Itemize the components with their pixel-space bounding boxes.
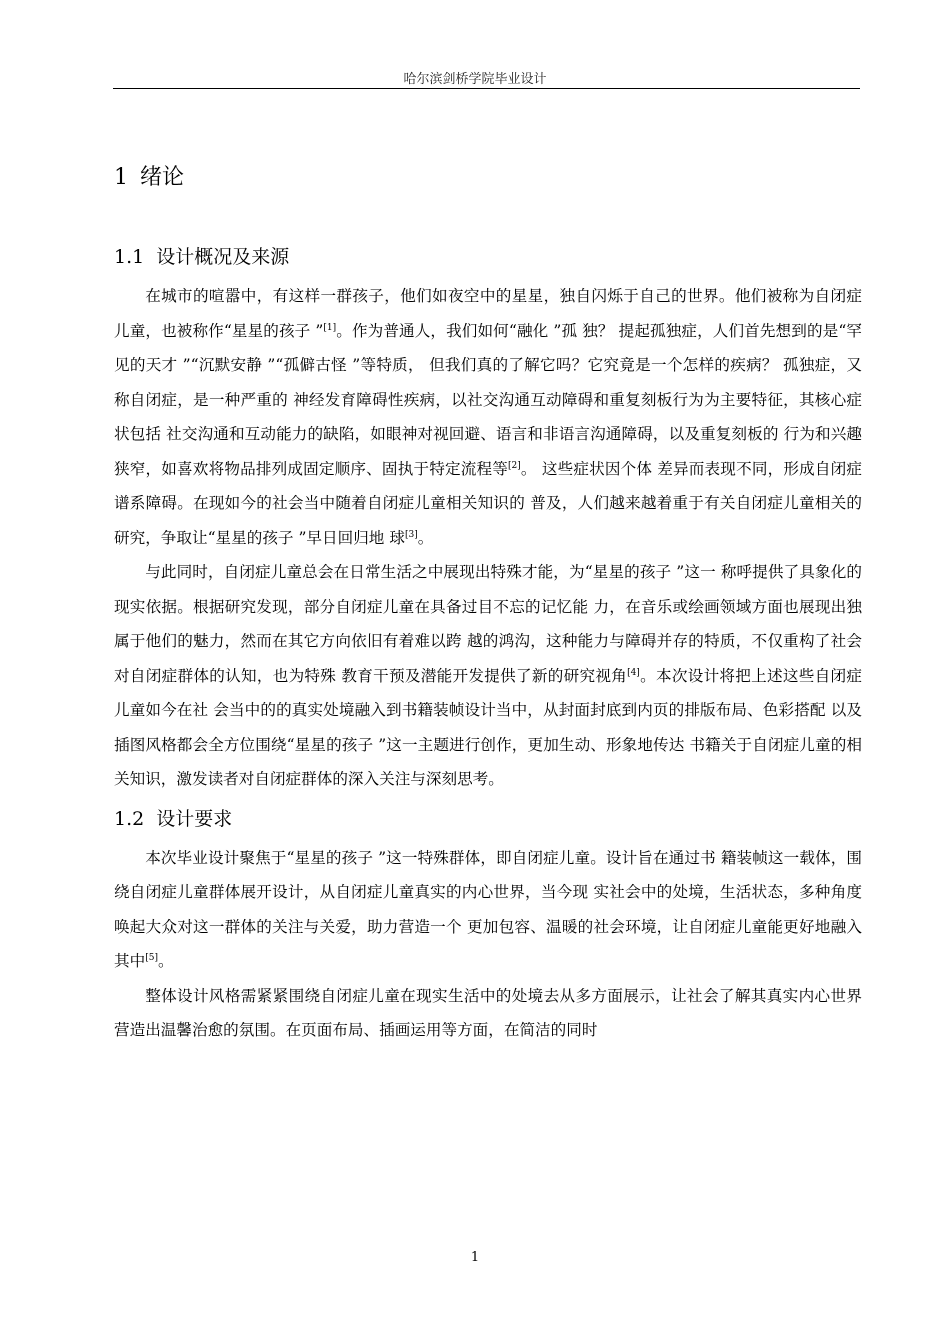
body-paragraph: 整体设计风格需紧紧围绕自闭症儿童在现实生活中的处境去从多方面展示，让社会了解其真实内心世界营造出温馨治愈的氛围。在页面布局、插画运用等方面，在简洁的同时 — [114, 986, 862, 1039]
section-number: 1.1 — [114, 246, 145, 268]
citation-marker: [4] — [627, 667, 640, 678]
section-title: 设计要求 — [156, 807, 233, 830]
running-header: 哈尔滨剑桥学院毕业设计 — [403, 72, 547, 87]
section-number: 1.2 — [114, 807, 145, 830]
section-heading — [114, 235, 862, 279]
body-paragraph: 与此同时，自闭症儿童总会在日常生活之中展现出特殊才能，为“星星的孩子 ”这一 称呼提供了具象化的现实依据。根据研究发现，部分自闭症儿童在具备过目不忘的记忆能 力，在音乐或绘画领域方面也展现出独属于他们的魅力，然而在其它方向依旧有着难以跨 越的鸿沟，这种能力与障碍并存的特质，不仅重构了社会对自闭症群体的认知，也为特殊 教育干预及潜能开发提供了新的研究视角[4]。本次设计将把上述这些自闭症儿童如今在社 会当中的的真实处境融入到书籍装帧设计当中，从封面封底到内页的排版布局、色彩搭配 以及插图风格都会全方位围绕“星星的孩子 ”这一主题进行创作，更加生动、形象地传达 书籍关于自闭症儿童的相关知识，激发读者对自闭症群体的深入关注与深刻思考。 — [114, 563, 862, 788]
body-paragraph: 本次毕业设计聚焦于“星星的孩子 ”这一特殊群体，即自闭症儿童。设计旨在通过书 籍装帧这一载体，围绕自闭症儿童群体展开设计，从自闭症儿童真实的内心世界，当今现 实社会中的处境，生活状态，多种角度唤起大众对这一群体的关注与关爱，助力营造一个 更加包容、温暖的社会环境，让自闭症儿童能更好地融入其中[5]。 — [114, 848, 862, 970]
section-title: 设计概况及来源 — [156, 246, 290, 268]
chapter-heading — [114, 150, 862, 206]
chapter-number: 1 — [114, 165, 128, 190]
body-paragraph: 在城市的喧嚣中，有这样一群孩子，他们如夜空中的星星，独自闪烁于自己的世界。他们被称为自闭症儿童，也被称作“星星的孩子 ”[1]。作为普通人，我们如何“融化 ”孤 独？ 提起孤独症，人们首先想到的是“罕见的天才 ”“沉默安静 ”“孤僻古怪 ”等特质， 但我们真的了解它吗？它究竟是一个怎样的疾病？ 孤独症，又称自闭症，是一种严重的 神经发育障碍性疾病，以社交沟通互动障碍和重复刻板行为为主要特征，其核心症状包括 社交沟通和互动能力的缺陷，如眼神对视回避、语言和非语言沟通障碍，以及重复刻板的 行为和兴趣狭窄，如喜欢将物品排列成固定顺序、固执于特定流程等[2]。 这些症状因个体 差异而表现不同，形成自闭症谱系障碍。在现如今的社会当中随着自闭症儿童相关知识的 普及，人们越来越着重于有关自闭症儿童相关的研究，争取让“星星的孩子 ”早日回归地 球[3]。 — [114, 287, 862, 547]
header-divider — [113, 88, 860, 89]
section-heading — [114, 797, 862, 841]
chapter-title: 绪论 — [140, 165, 185, 190]
citation-marker: [2] — [508, 460, 521, 471]
citation-marker: [3] — [404, 529, 418, 540]
citation-marker: [5] — [145, 952, 158, 963]
page-number: 1 — [470, 1250, 480, 1265]
main-content — [114, 150, 862, 1048]
citation-marker: [1] — [323, 322, 337, 333]
